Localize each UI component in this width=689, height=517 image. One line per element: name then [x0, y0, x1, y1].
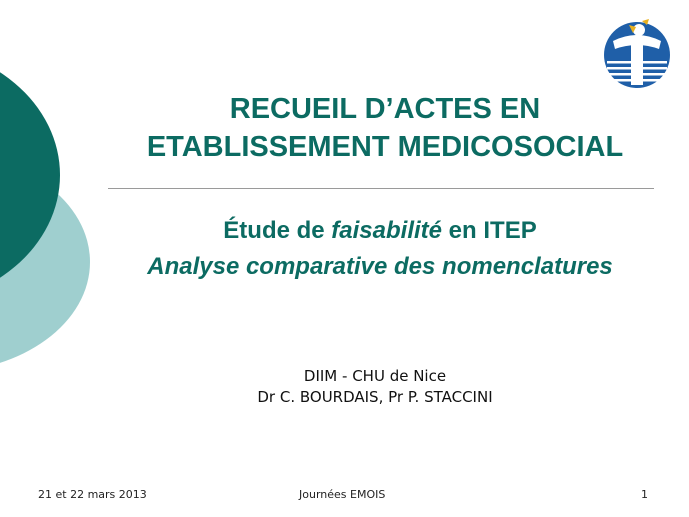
authors-names: Dr C. BOURDAIS, Pr P. STACCINI — [257, 388, 493, 406]
subtitle-line-1 — [80, 213, 680, 249]
title-divider — [108, 188, 654, 189]
slide-subtitle — [80, 213, 680, 285]
footer-page-number: 1 — [641, 488, 648, 501]
subtitle-part-b: faisabilité — [331, 217, 443, 244]
subtitle-part-c: en ITEP — [442, 217, 537, 244]
footer-date: 21 et 22 mars 2013 — [38, 488, 147, 501]
slide-title — [90, 90, 680, 166]
authors-block — [210, 366, 540, 408]
title-line-1: RECUEIL D’ACTES EN — [229, 93, 541, 125]
chu-nice-logo-icon — [603, 15, 671, 91]
title-line-2: ETABLISSEMENT MEDICOSOCIAL — [146, 131, 624, 163]
subtitle-line-2: Analyse comparative des nomenclatures — [147, 253, 613, 280]
subtitle-part-a: Étude de — [223, 217, 332, 244]
footer-event: Journées EMOIS — [299, 488, 386, 501]
authors-affiliation: DIIM - CHU de Nice — [303, 367, 447, 385]
